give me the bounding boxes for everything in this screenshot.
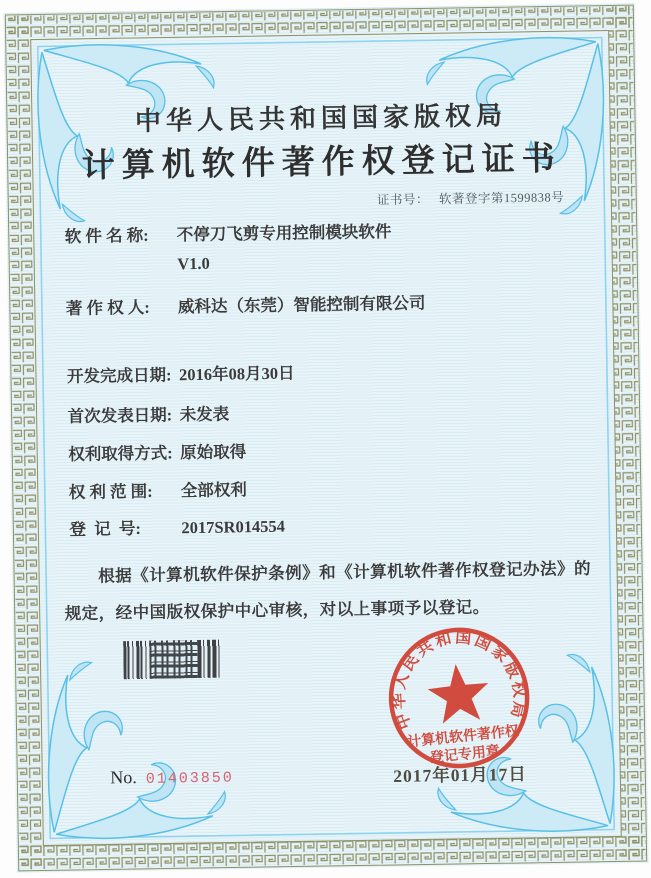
statement-line-1: 根据《计算机软件保护条例》和《计算机软件著作权登记办法》的	[97, 558, 592, 586]
field-value	[177, 217, 392, 278]
field-value: 2017SR014554	[181, 516, 286, 538]
barcode	[123, 640, 222, 680]
field-value: 2016年08月30日	[178, 363, 295, 385]
field-value: 威科达（东莞）智能控制有限公司	[177, 293, 426, 317]
field-value: 原始取得	[180, 442, 247, 463]
field-label: 软 件 名 称:	[64, 225, 153, 247]
field-label: 首次发表日期:	[67, 405, 177, 427]
barcode-2d-matrix	[149, 640, 198, 679]
certificate-number-line	[377, 187, 565, 208]
certificate-number-label: 证书号：	[376, 192, 430, 208]
software-version: V1.0	[177, 253, 210, 274]
field-value: 未发表	[179, 404, 230, 425]
serial-label: No.	[110, 767, 137, 788]
seal-line-2: 登记专用章	[429, 744, 501, 767]
field-label: 权利取得方式:	[68, 443, 177, 465]
certificate	[3, 3, 648, 873]
field-copyright-owner	[66, 288, 426, 323]
field-label: 登 记 号:	[69, 518, 146, 540]
star-icon	[425, 661, 491, 725]
statement-line-2: 规定，经中国版权保护中心审核，对以上事项予以登记。	[64, 597, 490, 624]
seal-ring-text: 中华人民共和国国家版权局	[390, 629, 528, 732]
field-label: 著 作 权 人:	[65, 297, 155, 319]
certificate-number-value: 软著登字第1599838号	[438, 190, 565, 207]
field-registration-number	[69, 512, 285, 544]
field-first-publication	[67, 400, 229, 432]
field-label: 权 利 范 围:	[68, 481, 157, 503]
serial-number: 01403850	[145, 769, 234, 788]
issuer-title: 中华人民共和国国家版权局	[134, 101, 508, 136]
issue-date: 2017年01月17日	[393, 763, 527, 786]
field-rights-scope	[69, 475, 247, 507]
software-name: 不停刀飞剪专用控制模块软件	[176, 221, 392, 245]
field-completion-date	[67, 358, 295, 391]
field-value: 全部权利	[180, 480, 247, 501]
barcode-right-bars	[197, 640, 222, 678]
field-acquisition-method	[68, 437, 246, 469]
field-software-name	[65, 217, 392, 280]
certificate-title: 计算机软件著作权登记证书	[81, 141, 562, 185]
seal-line-1: 计算机软件著作权	[406, 724, 520, 751]
field-label: 开发完成日期:	[66, 365, 176, 387]
barcode-left-bars	[123, 641, 150, 679]
serial-number-line	[110, 765, 234, 788]
